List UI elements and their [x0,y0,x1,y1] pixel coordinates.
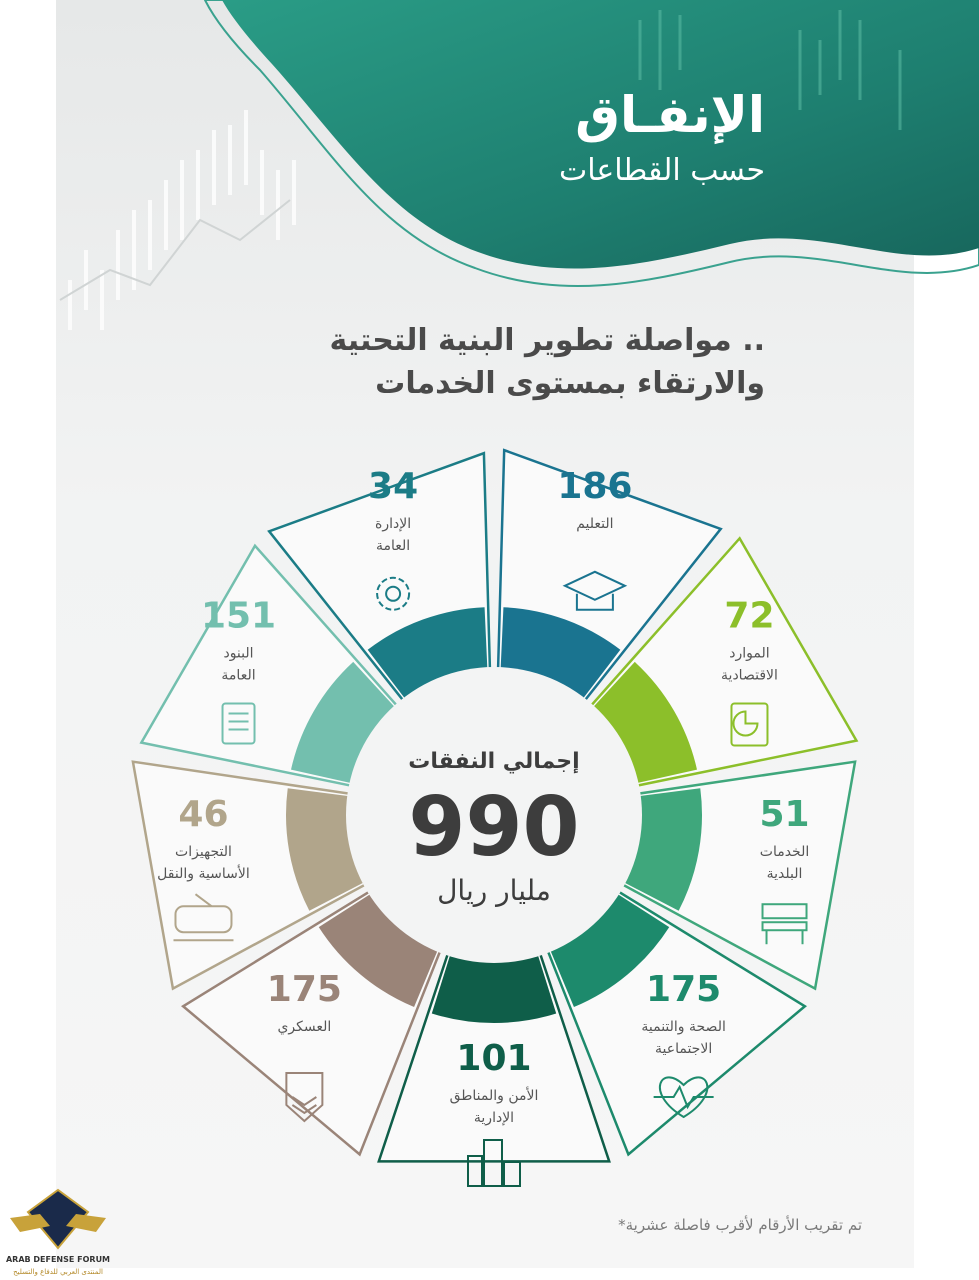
total-value: 990 [408,780,580,875]
tagline-line-2: والارتقاء بمستوى الخدمات [375,366,765,401]
sector-value: 101 [456,1038,532,1079]
sector-label-2: العامة [376,537,411,554]
total-unit: مليار ريال [437,874,551,907]
footnote: *تم تقريب الأرقام لأقرب فاصلة عشرية [618,1216,862,1234]
tagline-line-1: مواصلة تطوير البنية التحتية .. [329,323,765,358]
sector-label: الأمن والمناطق [449,1088,539,1104]
sector-label-2: الأساسية والنقل [157,866,250,883]
sector-label-2: الاجتماعية [655,1040,713,1057]
sector-label: البنود [223,645,254,662]
sector-label: العسكري [277,1018,332,1035]
sector-label: الموارد [729,645,770,662]
sector-value: 46 [178,794,229,836]
sector-label: التعليم [576,515,614,532]
sector-label: الإدارة [375,515,412,532]
sector-label: الصحة والتنمية [641,1018,726,1035]
sector-value: 186 [557,465,633,507]
sector-label-2: البلدية [766,866,803,883]
sector-value: 151 [200,595,277,637]
total-label: إجمالي النفقات [408,749,580,774]
sector-label-2: الإدارية [473,1110,515,1126]
sector-label: الخدمات [759,844,810,861]
logo-line-1: ARAB DEFENSE FORUM [5,1255,111,1264]
header-title: الإنفـاق [575,86,765,144]
sector-label: التجهيزات [175,844,232,861]
header-subtitle: حسب القطاعات [559,153,765,188]
sector-label-2: الاقتصادية [721,667,778,684]
sector-value: 34 [368,465,419,507]
sector-value: 175 [266,968,342,1010]
sector-value: 175 [646,968,722,1010]
sector-value: 51 [759,794,810,836]
sector-value: 72 [724,595,775,637]
logo-line-2: المنتدى العربي للدفاع والتسليح [13,1268,103,1276]
sector-label-2: العامة [221,667,256,684]
